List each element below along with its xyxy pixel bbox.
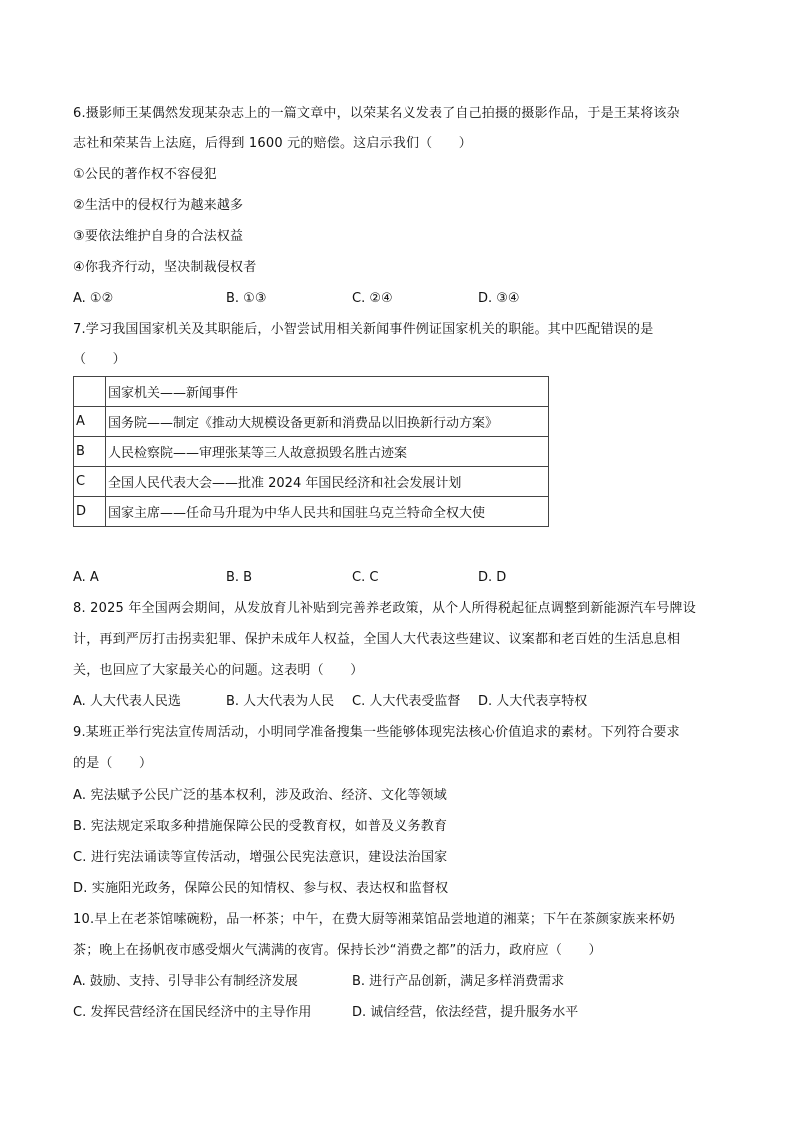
table-row-key: D (74, 497, 106, 527)
table-row-text: 人民检察院——审理张某等三人故意损毁名胜古迹案 (106, 437, 549, 467)
table-row (74, 467, 549, 497)
q8-option-a[interactable]: A. 人大代表人民选 (73, 694, 181, 709)
q7-table (73, 376, 549, 527)
q7-stem-line1: 7.学习我国国家机关及其职能后，小智尝试用相关新闻事件例证国家机关的职能。其中匹配错误的是 (73, 322, 654, 337)
q6-statement-3: ③要依法维护自身的合法权益 (73, 229, 244, 244)
table-row (74, 407, 549, 437)
q7-option-b[interactable]: B. B (226, 570, 253, 585)
q9-stem-line2: 的是（ ） (73, 756, 153, 771)
q10-stem-line1: 10.早上在老茶馆嗦碗粉，品一杯茶；中午，在费大厨等湘菜馆品尝地道的湘菜；下午在茶颜家族来杯奶 (73, 912, 676, 927)
q6-stem-line2: 志社和荣某告上法庭，后得到 1600 元的赔偿。这启示我们（ ） (73, 136, 472, 151)
table-header-key (74, 377, 106, 407)
table-row (74, 437, 549, 467)
q6-stem-line1: 6.摄影师王某偶然发现某杂志上的一篇文章中，以荣某名义发表了自己拍摄的摄影作品，于是王某将该杂 (73, 106, 680, 121)
q10-option-d[interactable]: D. 诚信经营，依法经营，提升服务水平 (352, 1005, 579, 1020)
q7-option-d[interactable]: D. D (478, 570, 507, 585)
q8-option-b[interactable]: B. 人大代表为人民 (226, 694, 335, 709)
q7-stem-line2: （ ） (73, 352, 126, 367)
q10-stem-line2: 茶；晚上在扬帆夜市感受烟火气满满的夜宵。保持长沙“消费之都”的活力，政府应（ ） (73, 943, 602, 958)
q6-option-a[interactable]: A. ①② (73, 291, 114, 306)
table-row-text: 国家主席——任命马升琨为中华人民共和国驻乌克兰特命全权大使 (106, 497, 549, 527)
table-header-text: 国家机关——新闻事件 (106, 377, 549, 407)
q10-option-c[interactable]: C. 发挥民营经济在国民经济中的主导作用 (73, 1005, 312, 1020)
table-row (74, 497, 549, 527)
q10-option-b[interactable]: B. 进行产品创新，满足多样消费需求 (352, 974, 565, 989)
q6-option-b[interactable]: B. ①③ (226, 291, 267, 306)
q9-stem-line1: 9.某班正举行宪法宣传周活动，小明同学准备搜集一些能够体现宪法核心价值追求的素材。下列符合要求 (73, 725, 680, 740)
q8-stem-line3: 关，也回应了大家最关心的问题。这表明（ ） (73, 663, 364, 678)
table-row-key: B (74, 437, 106, 467)
q7-option-a[interactable]: A. A (73, 570, 99, 585)
table-row-text: 国务院——制定《推动大规模设备更新和消费品以旧换新行动方案》 (106, 407, 549, 437)
q9-option-d[interactable]: D. 实施阳光政务，保障公民的知情权、参与权、表达权和监督权 (73, 881, 449, 896)
q7-option-c[interactable]: C. C (352, 570, 379, 585)
table-header-row (74, 377, 549, 407)
q8-option-c[interactable]: C. 人大代表受监督 (352, 694, 461, 709)
q9-option-c[interactable]: C. 进行宪法诵读等宣传活动，增强公民宪法意识，建设法治国家 (73, 850, 448, 865)
table-row-key: A (74, 407, 106, 437)
table-row-text: 全国人民代表大会——批准 2024 年国民经济和社会发展计划 (106, 467, 549, 497)
q6-statement-1: ①公民的著作权不容侵犯 (73, 167, 217, 182)
q8-option-d[interactable]: D. 人大代表享特权 (478, 694, 588, 709)
q9-option-b[interactable]: B. 宪法规定采取多种措施保障公民的受教育权，如普及义务教育 (73, 819, 448, 834)
q9-option-a[interactable]: A. 宪法赋予公民广泛的基本权利，涉及政治、经济、文化等领域 (73, 788, 447, 803)
table-row-key: C (74, 467, 106, 497)
q6-statement-2: ②生活中的侵权行为越来越多 (73, 198, 244, 213)
q6-option-c[interactable]: C. ②④ (352, 291, 393, 306)
q6-statement-4: ④你我齐行动，坚决制裁侵权者 (73, 260, 257, 275)
q6-option-d[interactable]: D. ③④ (478, 291, 520, 306)
q10-option-a[interactable]: A. 鼓励、支持、引导非公有制经济发展 (73, 974, 298, 989)
q8-stem-line1: 8. 2025 年全国两会期间，从发放育儿补贴到完善养老政策，从个人所得税起征点调整到新能源汽车号牌设 (73, 601, 696, 616)
q8-stem-line2: 计，再到严厉打击拐卖犯罪、保护未成年人权益，全国人大代表这些建议、议案都和老百姓的生活息息相 (73, 632, 681, 647)
